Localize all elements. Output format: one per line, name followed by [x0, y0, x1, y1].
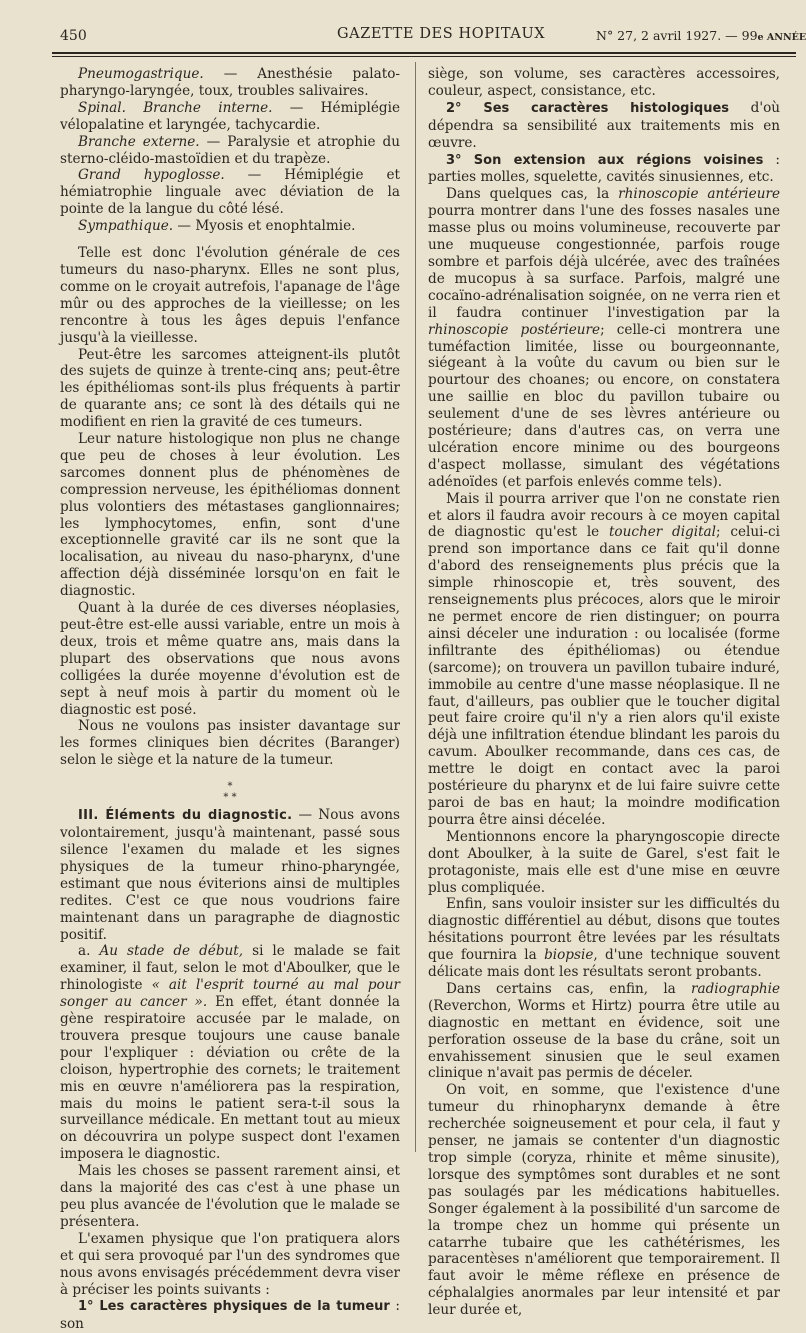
paragraph [428, 491, 780, 829]
quotation: « ait l'esprit tourné au mal pour songer au cancer ». [60, 977, 400, 1011]
paragraph [60, 943, 400, 1163]
paragraph-text: En effet, étant donnée la gène respiratoire accusée par le malade, on trouvera presque toujours une cause banale pour l'expliquer : déviation ou crête de la cloison, hypertrophie des cornets; le traitement mis en œuvre n'améliorera pas la respiration, mais du moins le patient sera-t-il sous la surveillance médicale. En mettant tout au mieux on découvrira un polype suspect dont l'examen imposera le diagnostic. [60, 994, 400, 1163]
paragraph-text: Dans certains cas, enfin, la [446, 980, 691, 997]
paragraph [60, 66, 400, 100]
emphasis: rhinoscopie antérieure [618, 186, 780, 203]
numbered-heading: 3° Son extension aux régions voisines [446, 152, 764, 168]
separator-stars: * * [223, 792, 237, 804]
section-separator [60, 781, 400, 803]
right-column [428, 66, 780, 1319]
section-heading: III. Éléments du diagnostic. [78, 808, 293, 824]
paragraph [428, 186, 780, 490]
paragraph: Mentionnons encore la pharyngoscopie directe dont Aboulker, à la suite de Garel, s'est fait le protagoniste, mais elle est d'une mise en œuvre plus compliquée. [428, 828, 780, 896]
emphasis: biopsie [544, 947, 594, 964]
paragraph-text: — Paralysie et atrophie du sterno-cléido-mastoïdien et du trapèze. [60, 133, 401, 167]
emphasis: toucher digital [608, 524, 717, 541]
paragraph [60, 218, 400, 235]
paragraph [428, 100, 780, 152]
paragraph: Nous ne voulons pas insister davantage sur les formes cliniques bien décrites (Baranger) selon le siège et la nature de la tumeur. [60, 718, 400, 769]
paragraph-text: — Myosis et enophtalmie. [173, 218, 356, 235]
paragraph: L'examen physique que l'on pratiquera alors et qui sera provoqué par l'un des syndromes que nous avons envisagés précédemment devra viser à préciser les points suivants : [60, 1230, 400, 1298]
paragraph [428, 152, 780, 187]
paragraph-text: — Hémiplégie et hémiatrophie linguale avec déviation de la pointe de la langue du côté lésé. [60, 167, 400, 218]
paragraph [428, 981, 780, 1082]
paragraph [428, 896, 780, 981]
left-column [60, 66, 400, 1333]
nerve-name: Branche externe. [78, 133, 200, 150]
paragraph: Leur nature histologique non plus ne change que peu de choses à leur évolution. Les sarcomes donnent plus de phénomènes de compression nerveuse, les épithéliomas donnent plus volontiers des métastases ganglionnaires; les lymphocytomes, enfin, sont d'une exceptionnelle gravité car ils ne sont que la localisation, au niveau du naso-pharynx, d'une affection déjà disséminée lorsqu'on en fait le diagnostic. [60, 431, 400, 600]
nerve-name: Sympathique. [78, 218, 174, 235]
paragraph-text: : son [60, 1298, 400, 1333]
emphasis: Au stade de début, [99, 943, 244, 960]
paragraph-text: pourra montrer dans l'une des fosses nasales une masse plus ou moins volumineuse, recouverte par une muqueuse congestionnée, parfois rouge sombre et parfois déjà ulcérée, avec des traînées de mucopus à sa surface. Parfois, malgré une cocaïno-adrénalisation soignée, on ne verra rien et il faudra continuer l'investigation par la [428, 203, 780, 321]
paragraph-text: Mais il pourra arriver que l'on ne constate rien et alors il faudra avoir recours à ce moyen capital de diagnostic qu'est le [428, 490, 780, 541]
paragraph-text: : parties molles, squelette, cavités sinusiennes, etc. [428, 151, 780, 186]
paragraph: Mais les choses se passent rarement ainsi, et dans la majorité des cas c'est à une phase un peu plus avancée de l'évolution que le malade se présentera. [60, 1163, 400, 1230]
paragraph [60, 100, 400, 134]
nerve-name: Spinal. Branche interne. [78, 99, 273, 116]
emphasis: radiographie [691, 980, 780, 997]
nerve-name: Grand hypoglosse. [78, 167, 225, 184]
paragraph-text: , d'une technique souvent délicate mais dont les résultats seront probants. [428, 947, 780, 981]
paragraph [60, 1298, 400, 1333]
paragraph: siège, son volume, ses caractères accessoires, couleur, aspect, consistance, etc. [428, 66, 780, 99]
paragraph-text: Dans quelques cas, la [446, 186, 619, 203]
paragraph: Telle est donc l'évolution générale de ces tumeurs du naso-pharynx. Elles ne sont plus, comme on le croyait autrefois, l'apanage de l'âge mûr ou des approches de la vieillesse; on les rencontre à tous les âges depuis l'enfance jusqu'à la vieillesse. [60, 245, 400, 346]
issue-year-suffix: e ANNÉE [757, 32, 806, 43]
paragraph-text: — Nous avons volontairement, jusqu'à maintenant, passé sous silence l'examen du malade et les signes physiques de la tumeur rhino-pharyngée, estimant que nous éviterions ainsi de multiples redites. C'est ce que nous voudrions faire maintenant dans un paragraphe de diagnostic positif. [60, 807, 400, 943]
paragraph-text: — Hémiplégie vélopalatine et laryngée, tachycardie. [60, 99, 400, 133]
journal-title: GAZETTE DES HOPITAUX [337, 26, 546, 42]
section-paragraph [60, 807, 400, 943]
emphasis: rhinoscopie postérieure [428, 321, 601, 338]
paragraph-text: si le malade se fait examiner, il faut, selon le mot d'Aboulker, que le rhinologiste [60, 943, 401, 994]
paragraph-text: ; celui-ci prend son importance dans ce fait qu'il donne d'abord des renseignements plus précis que la simple rhinoscopie et, très souvent, des renseignements plus précoces, alors que le miroir ne permet encore de rien distinguer; on pourra ainsi déceler une induration : ou localisée (forme infiltrante des épithéliomas) ou étendue (sarcome); on trouvera un pavillon tubaire induré, immobile au centre d'une masse néoplasique. Il ne faut, d'ailleurs, pas oublier que le toucher digital peut faire croire qu'il n'y a rien alors qu'il existe déjà une infiltration étendue blindant les parois du cavum. Aboulker recommande, dans ces cas, de mettre le doigt en contact avec la paroi postérieure du pharynx et de lui faire suivre cette paroi de bas en haut; la moindre modification pourra être ainsi décelée. [428, 524, 780, 828]
paragraph-text: — Anesthésie palato-pharyngo-laryngée, toux, troubles salivaires. [60, 66, 400, 99]
column-divider [415, 62, 416, 1152]
separator-star: * [227, 781, 233, 793]
paragraph [60, 167, 400, 218]
running-header [0, 22, 806, 50]
paragraph: Peut-être les sarcomes atteignent-ils plutôt des sujets de quinze à trente-cinq ans; peut-être les épithéliomas sont-ils plus fréquents à partir de quarante ans; ce sont là des détails qui ne modifient en rien la gravité de ces tumeurs. [60, 346, 400, 431]
numbered-heading: 2° Ses caractères histologiques [446, 100, 730, 116]
list-letter: a. [78, 943, 100, 960]
issue-date-text: N° 27, 2 avril 1927. — 99 [596, 28, 758, 43]
nerve-name: Pneumogastrique. [78, 66, 204, 82]
page-number: 450 [60, 28, 87, 44]
paragraph: On voit, en somme, que l'existence d'une tumeur du rhinopharynx demande à être recherchée soigneusement et pour cela, il faut y penser, ne jamais se contenter d'un diagnostic trop simple (coryza, rhinite et même sinusite), lorsque des symptômes sont durables et ne sont pas soulagés par les médications habituelles. Songer également à la possibilité d'un sarcome de la trompe chez un homme qui présente un catarrhe tubaire que les cathétérismes, les paracentèses n'améliorent que temporairement. Il faut avoir le même réflexe en présence de céphalalgies anormales par leur intensité et par leur durée et, [428, 1082, 780, 1319]
paragraph-text: Enfin, sans vouloir insister sur les difficultés du diagnostic différentiel au début, disons que toutes hésitations pourront être levées par les résultats que fournira la [428, 896, 780, 964]
numbered-heading: 1° Les caractères physiques de la tumeur [78, 1299, 390, 1315]
paragraph: Quant à la durée de ces diverses néoplasies, peut-être est-elle aussi variable, entre un mois à deux, trois et même quatre ans, mais dans la plupart des observations que nous avons colligées la durée moyenne d'évolution est de sept à neuf mois à partir du moment où le diagnostic est posé. [60, 600, 400, 718]
header-rule-thin [52, 56, 796, 57]
paragraph-text: d'où dépendra sa sensibilité aux traitements mis en œuvre. [428, 99, 781, 151]
header-rule [52, 52, 796, 54]
paragraph-text: ; celle-ci montrera une tuméfaction limitée, lisse ou bourgeonnante, siégeant à la voûte du cavum ou bien sur le pourtour des choanes; ou encore, on constatera une saillie en bloc du pavillon tubaire ou seulement d'une de ses lèvres antérieure ou postérieure; dans d'autres cas, on verra une ulcération encore minime ou des bourgeons d'aspect mollasse, simulant des végétations adénoïdes (et parfois enlevés comme tels). [428, 321, 780, 490]
issue-date [596, 28, 806, 43]
paragraph [60, 134, 400, 168]
paragraph-text: (Reverchon, Worms et Hirtz) pourra être utile au diagnostic en mettant en évidence, soit une perforation osseuse de la base du crâne, soit un envahissement sinusien que le seul examen clinique n'avait pas permis de déceler. [428, 997, 780, 1082]
